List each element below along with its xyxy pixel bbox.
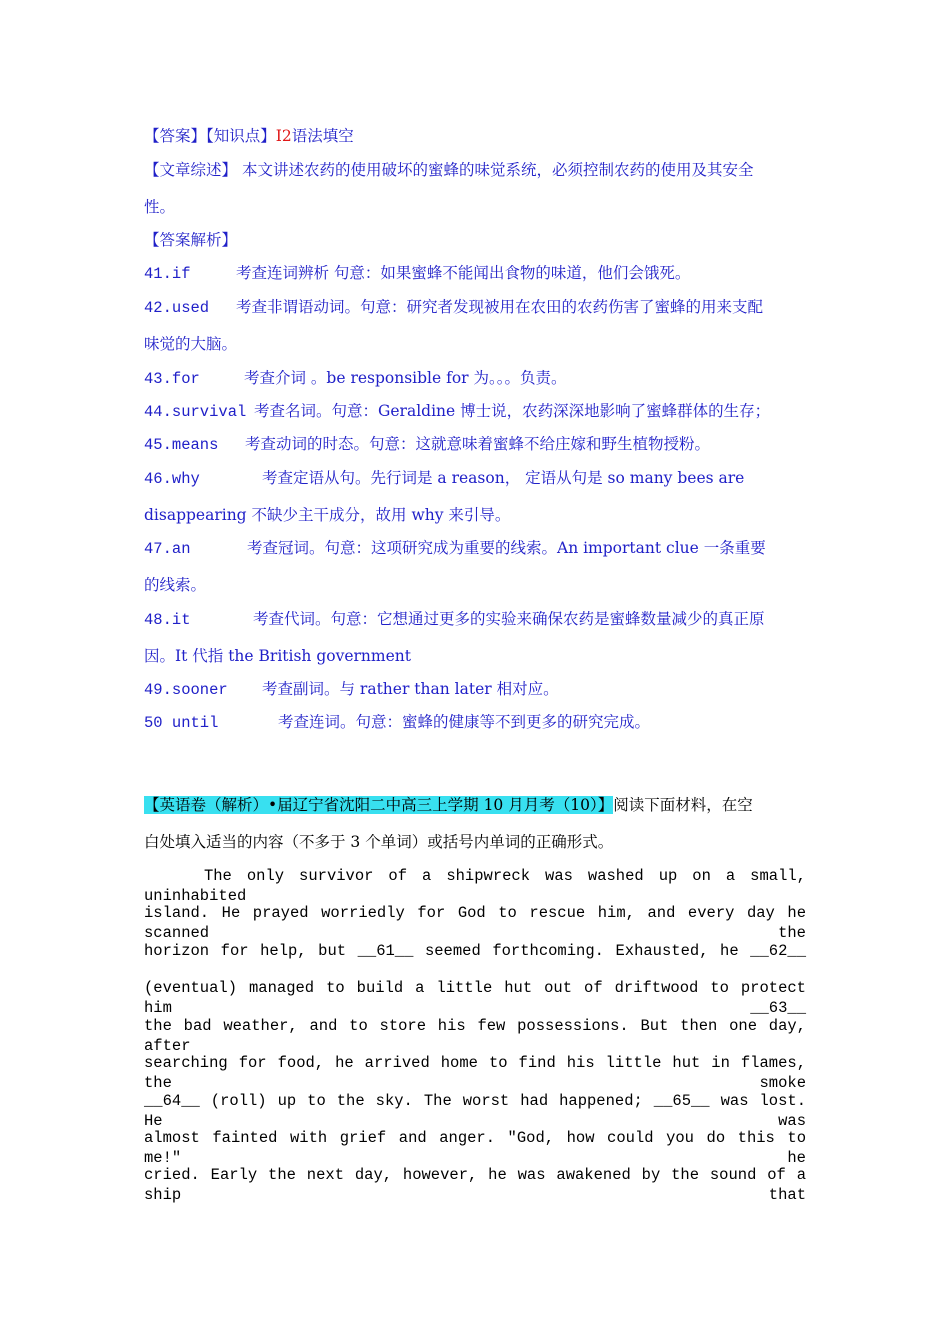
answer-note: 考查连词辨析 句意：如果蜜蜂不能闻出食物的味道，他们会饿死。 [236, 264, 691, 282]
instruction-1: 阅读下面材料，在空 [613, 796, 753, 814]
answer-header [144, 126, 806, 146]
summary-tag: 【文章综述】 [144, 161, 238, 179]
analysis-tag: 【答案解析】 [144, 231, 238, 249]
answer-number: 41.if [144, 265, 191, 283]
answer-item [144, 679, 806, 700]
answer-item [144, 401, 806, 422]
answer-tag: 【答案】 [144, 127, 207, 145]
knowledge-tag: 【知识点】 [206, 127, 276, 145]
answer-number: 49.sooner [144, 681, 228, 699]
answer-note: 考查名词。句意：Geraldine 博士说，农药深深地影响了蜜蜂群体的生存； [254, 402, 771, 420]
summary-line-2: 性。 [144, 198, 176, 216]
answer-note: 考查冠词。句意：这项研究成为重要的线索。An important clue 一条重要 [247, 539, 766, 557]
source-line [144, 795, 806, 815]
answer-note: 考查介词 。be responsible for 为。。。负责。 [244, 369, 567, 387]
answer-number: 43.for [144, 370, 200, 388]
passage-line: __64__ (roll) up to the sky. The worst had happened; __65__ was lost. He was [144, 1092, 806, 1130]
answer-item [144, 468, 806, 489]
passage-line: the bad weather, and to store his few possessions. But then one day, after [144, 1017, 806, 1055]
answer-note: 考查副词。与 rather than later 相对应。 [262, 680, 559, 698]
knowledge-topic: 语法填空 [291, 127, 354, 145]
answer-item [144, 712, 806, 733]
passage-line: island. He prayed worriedly for God to rescue him, and every day he scanned the [144, 904, 806, 942]
summary-line-1 [144, 160, 806, 180]
answer-note: 考查非谓语动词。句意：研究者发现被用在农田的农药伤害了蜜蜂的用来支配 [236, 298, 764, 316]
instruction-2: 白处填入适当的内容（不多于 3 个单词）或括号内单词的正确形式。 [144, 833, 614, 851]
answer-item [144, 368, 806, 389]
answer-item [144, 297, 806, 318]
answer-item [144, 538, 806, 559]
answer-number: 48.it [144, 611, 191, 629]
answer-note-cont: 味觉的大脑。 [144, 335, 238, 353]
answer-number: 46.why [144, 470, 200, 488]
answer-item [144, 434, 806, 455]
source-highlight: 【英语卷（解析）•届辽宁省沈阳二中高三上学期 10 月月考（10）】 [144, 796, 614, 814]
passage-line: (eventual) managed to build a little hut out of driftwood to protect him __63__ [144, 979, 806, 1017]
passage-line: horizon for help, but __61__ seemed forthcoming. Exhausted, he __62__ [144, 942, 806, 960]
answer-number: 50 until [144, 714, 219, 732]
answer-number: 47.an [144, 540, 191, 558]
answer-note: 考查定语从句。先行词是 a reason， 定语从句是 so many bees are [262, 469, 745, 487]
answer-note-cont: 因。It 代指 the British government [144, 647, 411, 665]
answer-note-cont: disappearing 不缺少主干成分，故用 why 来引导。 [144, 506, 511, 524]
passage-line: almost fainted with grief and anger. "God, how could you do this to me!" he [144, 1129, 806, 1167]
answer-note: 考查动词的时态。句意：这就意味着蜜蜂不给庄嫁和野生植物授粉。 [245, 435, 711, 453]
answer-note-cont: 的线索。 [144, 576, 207, 594]
passage-line: searching for food, he arrived home to find his little hut in flames, the smoke [144, 1054, 806, 1092]
answer-item [144, 609, 806, 630]
knowledge-code: I2 [275, 127, 292, 145]
passage-line: cried. Early the next day, however, he was awakened by the sound of a ship that [144, 1166, 806, 1204]
answer-number: 44.survival [144, 403, 247, 421]
answer-note: 考查代词。句意：它想通过更多的实验来确保农药是蜜蜂数量减少的真正原 [253, 610, 765, 628]
answer-number: 42.used [144, 299, 210, 317]
answer-number: 45.means [144, 436, 219, 454]
answer-note: 考查连词。句意：蜜蜂的健康等不到更多的研究完成。 [278, 713, 651, 731]
passage-line: The only survivor of a shipwreck was washed up on a small, uninhabited [144, 867, 816, 905]
answer-item [144, 263, 806, 284]
summary-text-1: 本文讲述农药的使用破坏的蜜蜂的味觉系统，必须控制农药的使用及其安全 [237, 161, 754, 179]
